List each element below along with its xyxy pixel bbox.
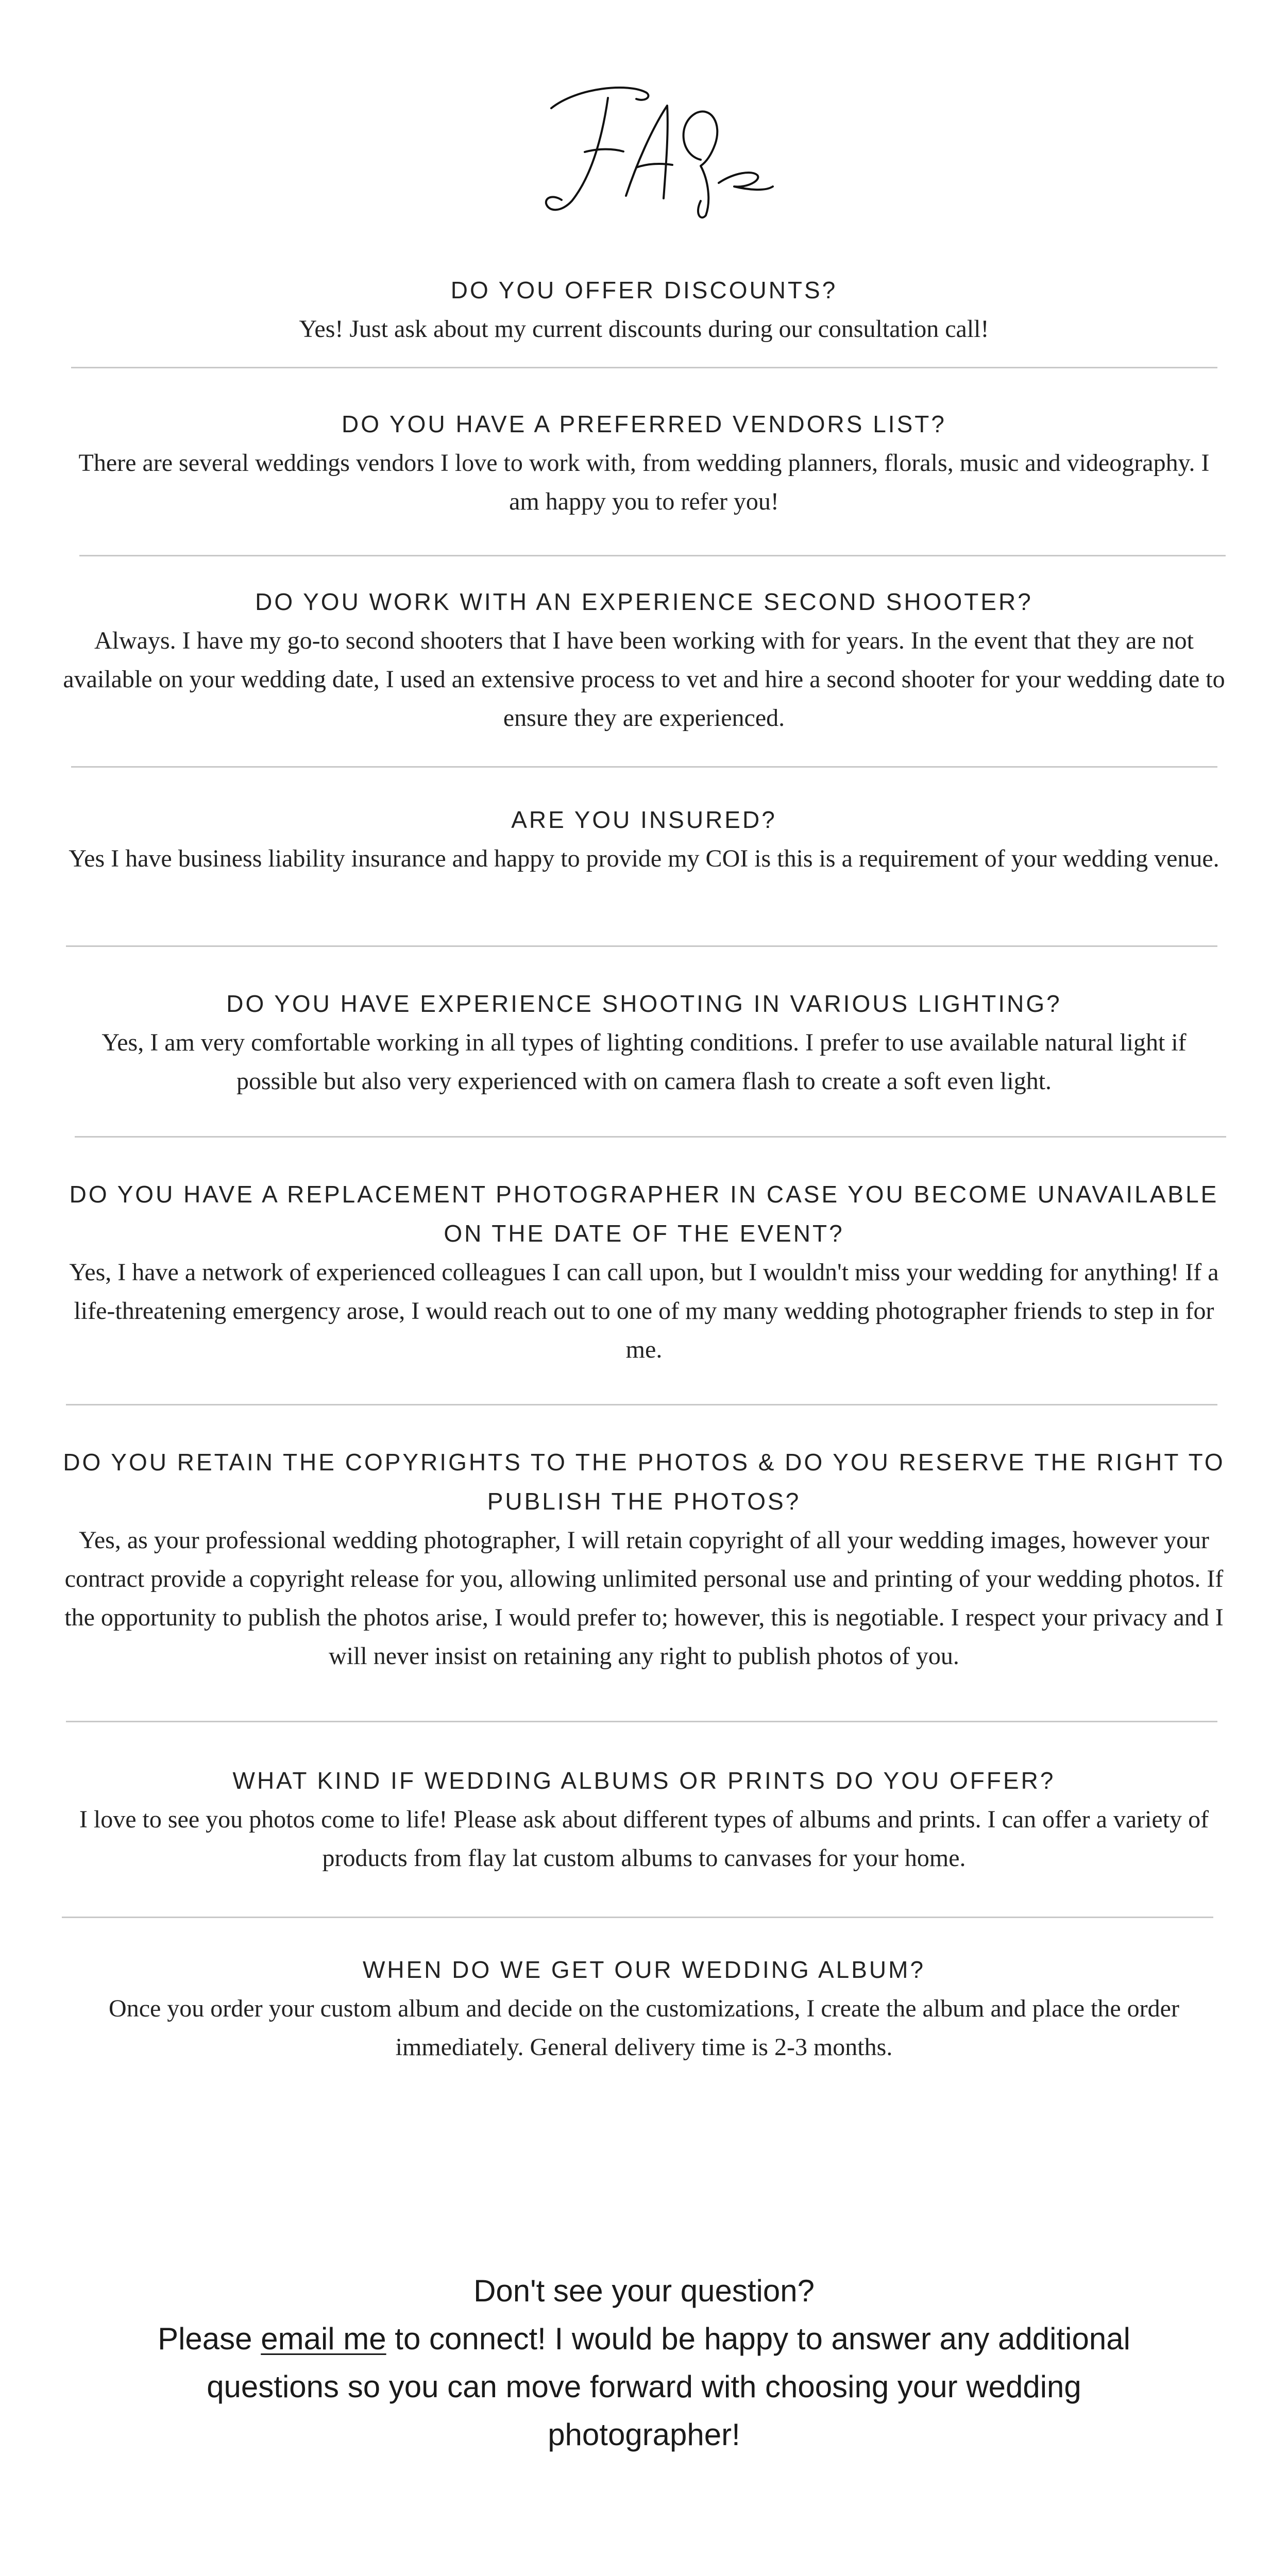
faq-question: DO YOU OFFER DISCOUNTS? <box>450 277 838 303</box>
faq-answer: Yes, I have a network of experienced colleagues I can call upon, but I wouldn't miss your wedding for anything! If a life-threatening emergency arose, I would reach out to one of my many wedding photographer friends to step in for me. <box>69 1259 1219 1363</box>
faq-item-vendors <box>62 404 1226 521</box>
divider <box>66 1721 1217 1722</box>
divider <box>79 555 1226 556</box>
faq-question: DO YOU WORK WITH AN EXPERIENCE SECOND SHOOTER? <box>255 588 1033 615</box>
faq-answer: Always. I have my go-to second shooters that I have been working with for years. In the event that they are not available on your wedding date, I used an extensive process to vet and hire a second shooter for your wedding date to ensure they are experienced. <box>63 627 1225 732</box>
faq-answer: Yes, I am very comfortable working in all types of lighting conditions. I prefer to use available natural light if possible but also very experienced with on camera flash to create a soft even light. <box>101 1029 1187 1095</box>
divider <box>66 945 1217 947</box>
faq-item-replacement <box>62 1175 1226 1369</box>
divider <box>66 1404 1217 1405</box>
faq-answer: Yes I have business liability insurance and happy to provide my COI is this is a requirement of your wedding venue. <box>69 845 1219 872</box>
faq-item-second-shooter <box>62 582 1226 737</box>
faq-answer: I love to see you photos come to life! Please ask about different types of albums and prints. I can offer a variety of products from flay lat custom albums to canvases for your home. <box>79 1806 1209 1872</box>
divider <box>62 1917 1213 1918</box>
faq-item-lighting <box>62 984 1226 1100</box>
email-me-link[interactable]: email me <box>261 2321 386 2356</box>
faq-answer: Once you order your custom album and decide on the customizations, I create the album and place the order immediately. General delivery time is 2-3 months. <box>109 1995 1179 2061</box>
contact-suffix: to connect! I would be happy to answer any additional questions so you can move forward with choosing your wedding photographer! <box>207 2321 1130 2452</box>
contact-prompt <box>129 2267 1159 2459</box>
faq-item-album-delivery <box>62 1950 1226 2066</box>
faq-question: DO YOU HAVE EXPERIENCE SHOOTING IN VARIOUS LIGHTING? <box>226 990 1062 1017</box>
faq-item-insured <box>62 800 1226 878</box>
faq-item-albums <box>62 1761 1226 1877</box>
divider <box>71 367 1217 368</box>
faq-answer: Yes, as your professional wedding photographer, I will retain copyright of all your wedding images, however your contract provide a copyright release for you, allowing unlimited personal use and printing of your wedding photos. If the opportunity to publish the photos arise, I would prefer to; however, this is negotiable. I respect your privacy and I will never insist on retaining any right to publish photos of you. <box>64 1527 1224 1670</box>
faq-question: DO YOU HAVE A PREFERRED VENDORS LIST? <box>342 411 946 437</box>
contact-prefix: Please <box>158 2321 261 2356</box>
faq-question: WHAT KIND IF WEDDING ALBUMS OR PRINTS DO YOU OFFER? <box>232 1767 1056 1794</box>
faq-question: WHEN DO WE GET OUR WEDDING ALBUM? <box>362 1956 926 1983</box>
faq-question: DO YOU RETAIN THE COPYRIGHTS TO THE PHOTOS & DO YOU RESERVE THE RIGHT TO PUBLISH THE PHOTOS? <box>63 1449 1225 1515</box>
faq-question: ARE YOU INSURED? <box>511 806 777 833</box>
divider <box>71 766 1217 768</box>
faq-answer: Yes! Just ask about my current discounts during our consultation call! <box>299 315 989 343</box>
divider <box>75 1136 1226 1138</box>
faq-item-copyrights <box>62 1443 1226 1675</box>
faq-answer: There are several weddings vendors I love to work with, from wedding planners, florals, music and videography. I am happy you to refer you! <box>78 449 1210 515</box>
contact-heading: Don't see your question? <box>473 2274 815 2308</box>
faqs-script-logo <box>531 77 778 227</box>
contact-message <box>129 2315 1159 2459</box>
faq-item-discounts <box>62 270 1226 348</box>
faqs-script-logo-icon <box>531 77 778 227</box>
faq-question: DO YOU HAVE A REPLACEMENT PHOTOGRAPHER IN CASE YOU BECOME UNAVAILABLE ON THE DATE OF THE EVENT? <box>69 1181 1219 1247</box>
